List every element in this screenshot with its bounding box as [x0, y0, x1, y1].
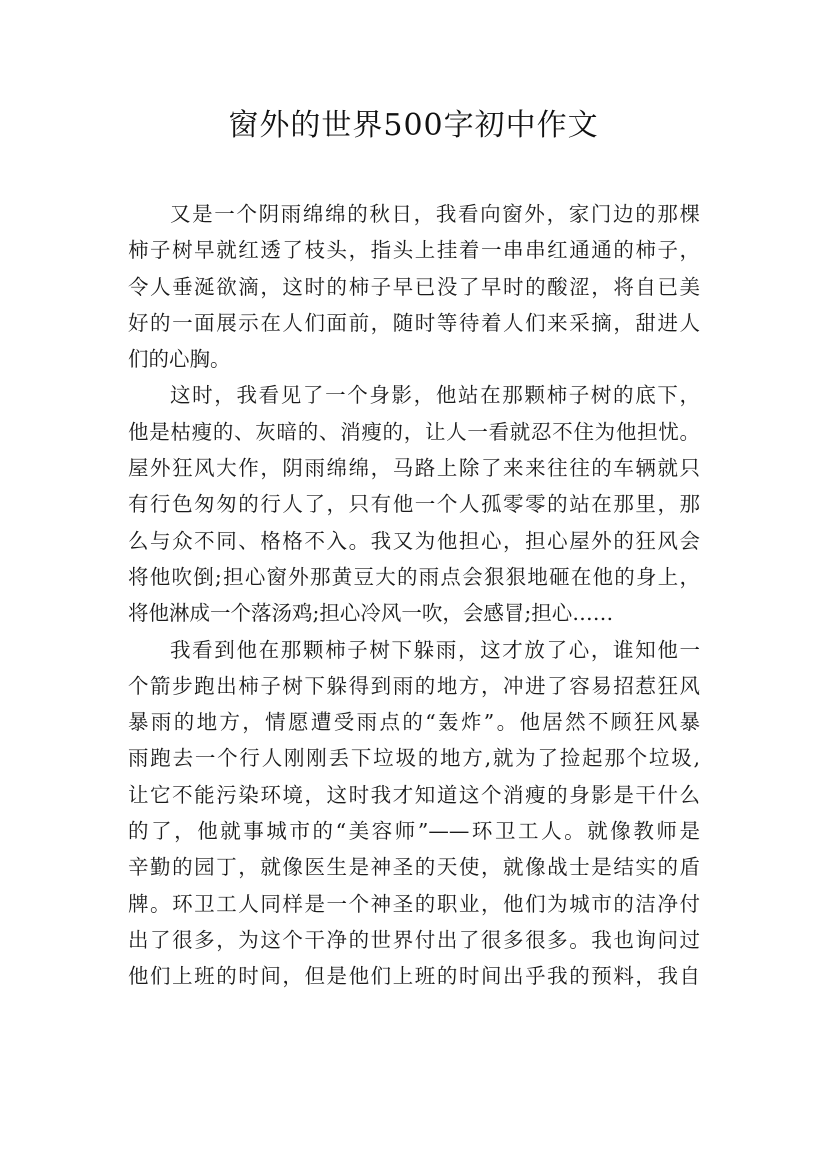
text-line: 个箭步跑出柿子树下躲得到雨的地方，冲进了容易招惹狂风 — [128, 673, 700, 698]
text-line: 出了很多，为这个干净的世界付出了很多很多。我也询问过 — [128, 927, 700, 952]
text-line: 又是一个阴雨绵绵的秋日，我看向窗外，家门边的那棵 — [170, 202, 700, 226]
essay-body — [128, 196, 700, 995]
text-line: 我看到他在那颗柿子树下躲雨，这才放了心，谁知他一 — [170, 637, 700, 662]
text-line: 好的一面展示在人们面前，随时等待着人们来采摘，甜进人 — [128, 310, 700, 335]
text-line: 么与众不同、格格不入。我又为他担心，担心屋外的狂风会 — [128, 528, 700, 553]
text-line: 雨跑去一个行人刚刚丢下垃圾的地方,就为了捡起那个垃圾, — [128, 746, 700, 771]
text-line: 他是枯瘦的、灰暗的、消瘦的，让人一看就忍不住为他担忧。 — [128, 419, 700, 444]
text-line: 将他吹倒;担心窗外那黄豆大的雨点会狠狠地砸在他的身上， — [128, 564, 700, 589]
text-line: 有行色匆匆的行人了，只有他一个人孤零零的站在那里，那 — [128, 492, 700, 517]
document-title: 窗外的世界500字初中作文 — [228, 108, 599, 143]
text-line: 暴雨的地方，情愿遭受雨点的“轰炸”。他居然不顾狂风暴 — [128, 710, 700, 735]
text-line: 牌。环卫工人同样是一个神圣的职业，他们为城市的洁净付 — [128, 891, 700, 916]
text-line: 辛勤的园丁，就像医生是神圣的天使，就像战士是结实的盾 — [128, 855, 700, 880]
text-line: 令人垂涎欲滴，这时的柿子早已没了早时的酸涩，将自已美 — [128, 274, 700, 299]
text-line: 们的心胸。 — [128, 347, 231, 372]
text-line: 这时，我看见了一个身影，他站在那颗柿子树的底下， — [170, 383, 700, 408]
text-line: 的了，他就事城市的“美容师”——环卫工人。就像教师是 — [128, 819, 700, 844]
text-line: 屋外狂风大作，阴雨绵绵，马路上除了来来往往的车辆就只 — [128, 456, 700, 481]
text-line: 他们上班的时间，但是他们上班的时间出乎我的预料，我自 — [128, 964, 700, 989]
text-line: 将他淋成一个落汤鸡;担心冷风一吹，会感冒;担心…… — [128, 601, 614, 626]
text-line: 让它不能污染环境，这时我才知道这个消瘦的身影是干什么 — [128, 782, 700, 807]
text-line: 柿子树早就红透了枝头，指头上挂着一串串红通通的柿子， — [128, 238, 700, 263]
